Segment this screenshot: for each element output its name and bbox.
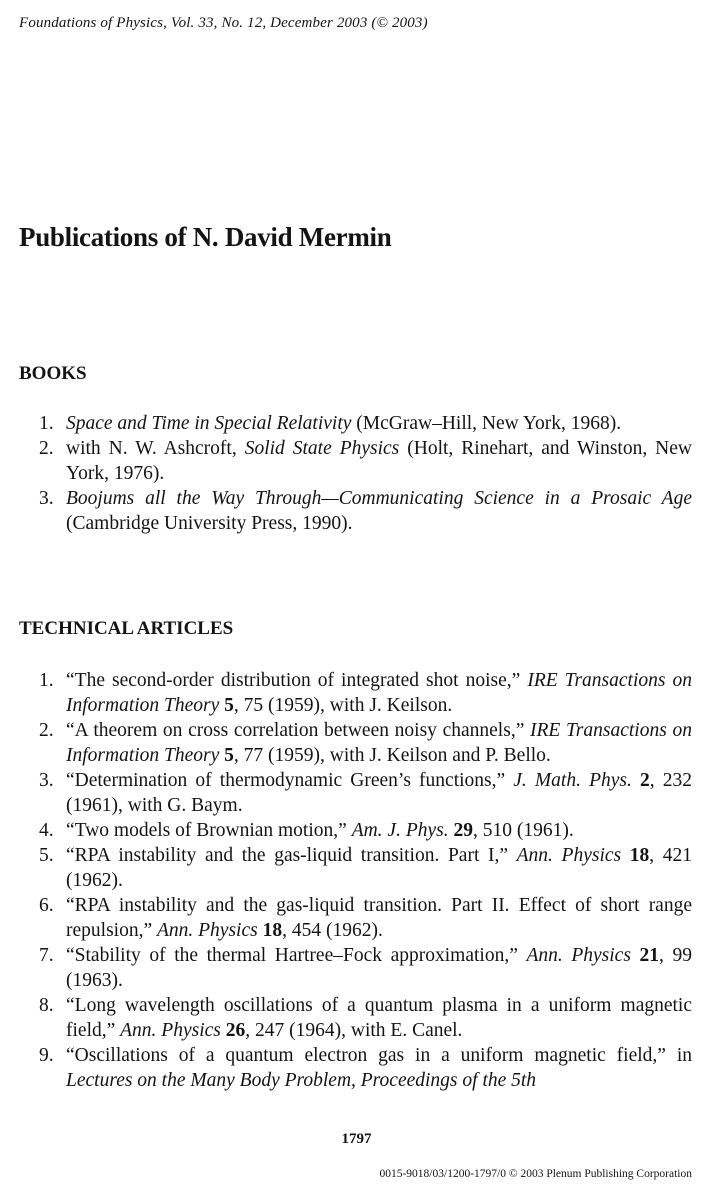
italic-text: Ann. Physics [516, 845, 622, 866]
page-title: Publications of N. David Mermin [19, 222, 392, 252]
entry-text: , 421 (1962). [66, 845, 692, 891]
technical-articles-list [0, 668, 692, 1093]
article-entry [0, 943, 692, 993]
volume-number: 21 [639, 945, 660, 966]
technical-articles-heading: TECHNICAL ARTICLES [19, 618, 234, 639]
entry-number: 7. [39, 945, 54, 966]
italic-text: J. Math. Phys. [513, 770, 632, 791]
entry-text: , 510 (1961). [473, 820, 574, 841]
entry-number: 8. [39, 995, 54, 1016]
book-entry [0, 411, 692, 436]
article-entry [0, 818, 692, 843]
entry-text: “Stability of the thermal Hartree–Fock approximation,” [66, 945, 527, 966]
entry-text: “Two models of Brownian motion,” [66, 820, 352, 841]
italic-text: Solid State Physics [244, 438, 400, 459]
entry-number: 1. [39, 670, 54, 691]
italic-text: IRE Transactions on Information Theory [66, 720, 692, 766]
entry-text: , 232 (1961), with G. Baym. [66, 770, 692, 816]
books-heading: BOOKS [19, 363, 87, 384]
volume-number: 5 [224, 695, 234, 716]
volume-number: 5 [224, 745, 234, 766]
italic-text: Ann. Physics [526, 945, 631, 966]
entry-text: “RPA instability and the gas-liquid transition. Part II. Effect of short range repulsion,” [66, 895, 692, 941]
entry-text: , 247 (1964), with E. Canel. [245, 1020, 463, 1041]
entry-text: (Cambridge University Press, 1990). [66, 513, 353, 534]
entry-number: 9. [39, 1045, 54, 1066]
volume-number: 18 [262, 920, 283, 941]
entry-text: , 454 (1962). [282, 920, 383, 941]
entry-text: “RPA instability and the gas-liquid transition. Part I,” [66, 845, 517, 866]
volume-number: 2 [640, 770, 650, 791]
entry-text: “The second-order distribution of integrated shot noise,” [66, 670, 528, 691]
article-entry [0, 718, 692, 768]
entry-text: “Long wavelength oscillations of a quantum plasma in a uniform magnetic field,” [66, 995, 692, 1041]
entry-number: 6. [39, 895, 54, 916]
copyright-line: 0015-9018/03/1200-1797/0 © 2003 Plenum Publishing Corporation [379, 1168, 692, 1180]
book-entry [0, 486, 692, 536]
entry-number: 4. [39, 820, 54, 841]
italic-text: IRE Transactions on Information Theory [66, 670, 692, 716]
italic-text: Boojums all the Way Through—Communicating Science in a Prosaic Age [66, 488, 692, 509]
entry-text: , 75 (1959), with J. Keilson. [233, 695, 453, 716]
entry-text: with N. W. Ashcroft, [66, 438, 245, 459]
entry-text: “Oscillations of a quantum electron gas in a uniform magnetic field,” in [66, 1045, 692, 1066]
volume-number: 29 [453, 820, 473, 841]
entry-number: 2. [39, 720, 54, 741]
volume-number: 26 [225, 1020, 246, 1041]
entry-text: “Determination of thermodynamic Green’s functions,” [66, 770, 514, 791]
italic-text: Am. J. Phys. [351, 820, 449, 841]
entry-number: 5. [39, 845, 54, 866]
entry-number: 2. [39, 438, 54, 459]
article-entry [0, 768, 692, 818]
entry-text: (McGraw–Hill, New York, 1968). [351, 413, 622, 434]
article-entry [0, 1043, 692, 1093]
entry-text [621, 845, 630, 866]
entry-text: “A theorem on cross correlation between noisy channels,” [66, 720, 531, 741]
entry-text: (Holt, Rinehart, and Winston, New York, 1976). [66, 438, 692, 484]
book-entry [0, 436, 692, 486]
article-entry [0, 843, 692, 893]
entry-text: , 77 (1959), with J. Keilson and P. Bello. [233, 745, 551, 766]
page-number: 1797 [341, 1131, 372, 1147]
article-entry [0, 893, 692, 943]
italic-text: Lectures on the Many Body Problem, Proceedings of the 5th [66, 1070, 537, 1091]
entry-number: 3. [39, 488, 54, 509]
entry-text [632, 770, 640, 791]
italic-text: Ann. Physics [120, 1020, 221, 1041]
entry-text: , 99 (1963). [66, 945, 693, 991]
entry-text [631, 945, 640, 966]
entry-number: 3. [39, 770, 54, 791]
article-entry [0, 668, 692, 718]
books-list [0, 411, 692, 536]
journal-header: Foundations of Physics, Vol. 33, No. 12, December 2003 (© 2003) [19, 15, 428, 31]
article-entry [0, 993, 692, 1043]
volume-number: 18 [629, 845, 650, 866]
entry-number: 1. [39, 413, 54, 434]
italic-text: Space and Time in Special Relativity [66, 413, 352, 434]
italic-text: Ann. Physics [156, 920, 258, 941]
